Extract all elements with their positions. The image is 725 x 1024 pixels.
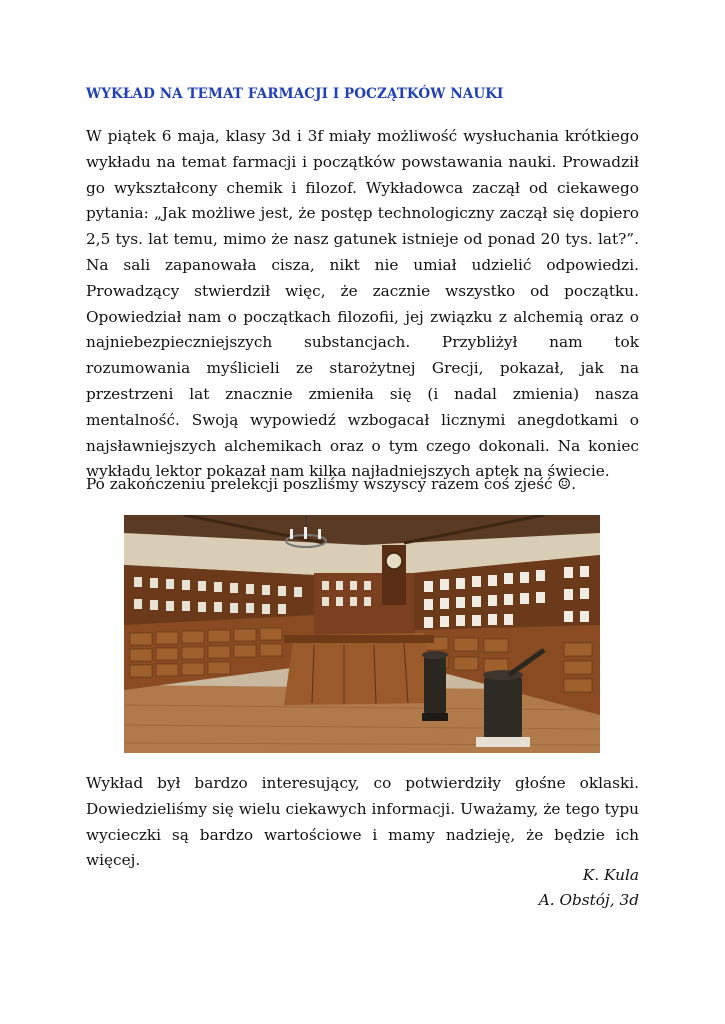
pharmacy-photo xyxy=(124,515,600,753)
article-paragraph-3: Wykład był bardzo interesujący, co potwierdziły głośne oklaski. Dowiedzieliśmy się wielu ciekawych informacji. Uważamy, że tego typu wycieczki są bardzo wartościowe i mamy nadzieję, że będzie ich więcej. xyxy=(86,774,639,870)
article-paragraph-2: Po zakończeniu prelekcji poszliśmy wszyscy razem coś zjeść ☺. xyxy=(86,475,577,493)
article-paragraph-1: W piątek 6 maja, klasy 3d i 3f miały możliwość wysłuchania krótkiego wykładu na temat farmacji i początków powstawania nauki. Prowadził go wykształcony chemik i filozof. Wykładowca zaczął od ciekawego pytania: „Jak możliwe jest, że postęp technologiczny zaczął się dopiero 2,5 tys. lat temu, mimo że nasz gatunek istnieje od ponad 20 tys. lat?”. Na sali zapanowała cisza, nikt nie umiał udzielić odpowiedzi. Prowadzący stwierdził więc, że zacznie wszystko od początku. Opowiedział nam o początkach filozofii, jej związku z alchemią oraz o najniebezpieczniejszych substancjach. Przybliżył nam tok rozumowania myślicieli ze starożytnej Grecji, pokazał, jak na przestrzeni lat znacznie zmieniła się (i nadal zmienia) nasza mentalność. Swoją wypowiedź wzbogacał licznymi anegdotkami o najsławniejszych alchemikach oraz o tym czego dokonali. Na koniec wykładu lektor pokazał nam kilka najładniejszych aptek na świecie. xyxy=(86,127,639,481)
article-title: WYKŁAD NA TEMAT FARMACJI I POCZĄTKÓW NAUKI xyxy=(86,86,504,102)
pharmacy-interior-illustration xyxy=(124,515,600,753)
signature-author-2: A. Obstój, 3d xyxy=(538,891,639,909)
signature-author-1: K. Kula xyxy=(582,866,639,884)
